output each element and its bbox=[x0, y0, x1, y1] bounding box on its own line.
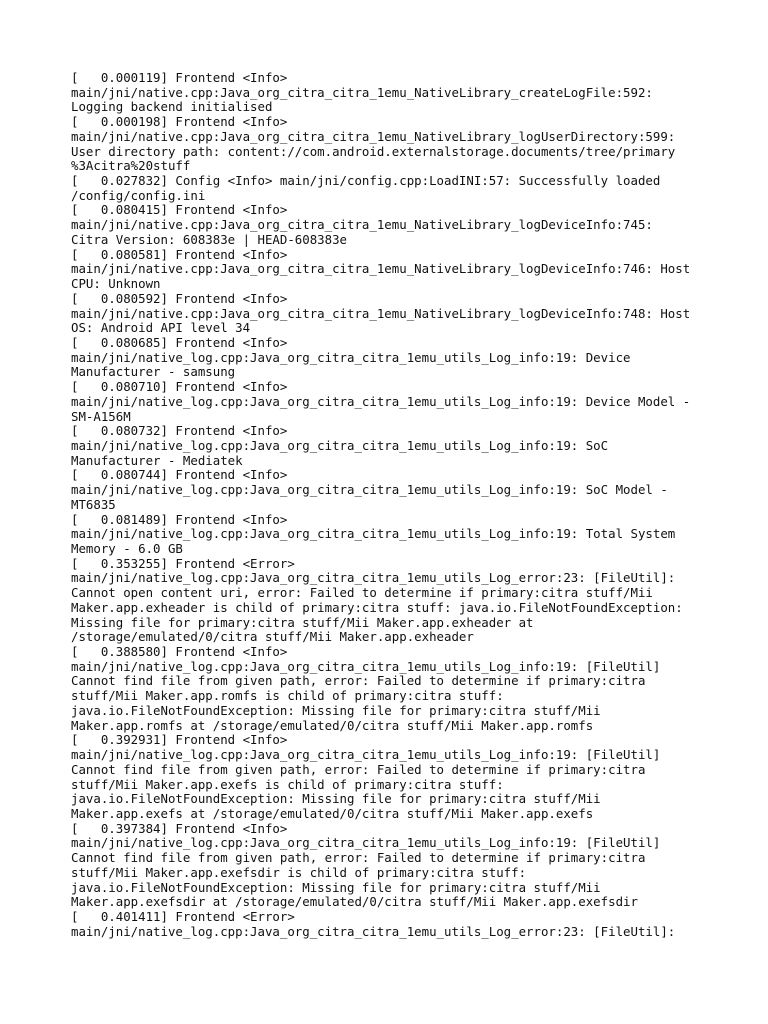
log-line: [ 0.401411] Frontend <Error> bbox=[71, 908, 295, 924]
log-line: stuff/Mii Maker.app.exefs is child of primary:citra stuff: bbox=[71, 776, 504, 792]
log-line: main/jni/native_log.cpp:Java_org_citra_citra_1emu_utils_Log_info:19: Total System bbox=[71, 526, 676, 542]
log-line: Cannot find file from given path, error: Failed to determine if primary:citra bbox=[71, 673, 646, 689]
document-page bbox=[71, 71, 711, 961]
log-line: main/jni/native.cpp:Java_org_citra_citra_1emu_NativeLibrary_logDeviceInfo:746: Host bbox=[71, 261, 691, 277]
log-line: /config/config.ini bbox=[71, 187, 206, 203]
log-line: main/jni/native_log.cpp:Java_org_citra_citra_1emu_utils_Log_info:19: Device Model - bbox=[71, 393, 691, 409]
log-line: [ 0.080685] Frontend <Info> bbox=[71, 334, 288, 350]
log-line: OS: Android API level 34 bbox=[71, 320, 251, 336]
log-line: main/jni/native.cpp:Java_org_citra_citra_1emu_NativeLibrary_logDeviceInfo:745: bbox=[71, 217, 653, 233]
log-line: MT6835 bbox=[71, 496, 116, 512]
log-line: Maker.app.exefs at /storage/emulated/0/citra stuff/Mii Maker.app.exefs bbox=[71, 805, 594, 821]
log-line: [ 0.353255] Frontend <Error> bbox=[71, 555, 295, 571]
log-line: java.io.FileNotFoundException: Missing file for primary:citra stuff/Mii bbox=[71, 791, 601, 807]
log-line: main/jni/native_log.cpp:Java_org_citra_citra_1emu_utils_Log_info:19: SoC Model - bbox=[71, 482, 668, 498]
log-line: main/jni/native_log.cpp:Java_org_citra_citra_1emu_utils_Log_info:19: SoC bbox=[71, 437, 609, 453]
log-line: [ 0.080592] Frontend <Info> bbox=[71, 290, 288, 306]
log-line: stuff/Mii Maker.app.exefsdir is child of primary:citra stuff: bbox=[71, 864, 527, 880]
log-line: main/jni/native_log.cpp:Java_org_citra_citra_1emu_utils_Log_info:19: [FileUtil] bbox=[71, 658, 661, 674]
log-line: [ 0.081489] Frontend <Info> bbox=[71, 511, 288, 527]
log-line: main/jni/native_log.cpp:Java_org_citra_citra_1emu_utils_Log_error:23: [FileUtil]: bbox=[71, 570, 676, 586]
log-line: main/jni/native.cpp:Java_org_citra_citra_1emu_NativeLibrary_createLogFile:592: bbox=[71, 84, 653, 100]
log-line: main/jni/native_log.cpp:Java_org_citra_citra_1emu_utils_Log_error:23: [FileUtil]: bbox=[71, 923, 676, 939]
log-line: [ 0.392931] Frontend <Info> bbox=[71, 732, 288, 748]
log-line: main/jni/native_log.cpp:Java_org_citra_citra_1emu_utils_Log_info:19: Device bbox=[71, 349, 631, 365]
log-line: stuff/Mii Maker.app.romfs is child of primary:citra stuff: bbox=[71, 688, 504, 704]
log-line: main/jni/native_log.cpp:Java_org_citra_citra_1emu_utils_Log_info:19: [FileUtil] bbox=[71, 835, 661, 851]
log-line: Cannot find file from given path, error: Failed to determine if primary:citra bbox=[71, 850, 646, 866]
log-line: Maker.app.romfs at /storage/emulated/0/citra stuff/Mii Maker.app.romfs bbox=[71, 717, 594, 733]
log-line: User directory path: content://com.android.externalstorage.documents/tree/primary bbox=[71, 143, 676, 159]
log-line: [ 0.080415] Frontend <Info> bbox=[71, 202, 288, 218]
log-line: [ 0.080710] Frontend <Info> bbox=[71, 379, 288, 395]
log-line: [ 0.397384] Frontend <Info> bbox=[71, 820, 288, 836]
log-line: main/jni/native.cpp:Java_org_citra_citra_1emu_NativeLibrary_logUserDirectory:599: bbox=[71, 128, 676, 144]
log-line: Memory - 6.0 GB bbox=[71, 541, 183, 556]
log-line: %3Acitra%20stuff bbox=[71, 158, 191, 174]
log-line: Maker.app.exefsdir at /storage/emulated/0/citra stuff/Mii Maker.app.exefsdir bbox=[71, 894, 638, 910]
log-line: Cannot find file from given path, error: Failed to determine if primary:citra bbox=[71, 761, 646, 777]
log-line: main/jni/native.cpp:Java_org_citra_citra_1emu_NativeLibrary_logDeviceInfo:748: Host bbox=[71, 305, 691, 321]
log-line: [ 0.080581] Frontend <Info> bbox=[71, 246, 288, 262]
log-line: [ 0.388580] Frontend <Info> bbox=[71, 644, 288, 660]
log-line: [ 0.080744] Frontend <Info> bbox=[71, 467, 288, 483]
log-line: Manufacturer - Mediatek bbox=[71, 452, 243, 468]
log-line: Citra Version: 608383e | HEAD-608383e bbox=[71, 231, 348, 247]
log-line: SM-A156M bbox=[71, 408, 131, 424]
log-line: Maker.app.exheader is child of primary:citra stuff: java.io.FileNotFoundException: bbox=[71, 599, 683, 615]
log-line: Cannot open content uri, error: Failed to determine if primary:citra stuff/Mii bbox=[71, 585, 653, 601]
log-line: Logging backend initialised bbox=[71, 99, 273, 115]
log-line: java.io.FileNotFoundException: Missing file for primary:citra stuff/Mii bbox=[71, 879, 601, 895]
log-line: [ 0.000119] Frontend <Info> bbox=[71, 71, 288, 85]
log-line: /storage/emulated/0/citra stuff/Mii Maker.app.exheader bbox=[71, 629, 474, 645]
log-text bbox=[71, 71, 711, 939]
log-line: Missing file for primary:citra stuff/Mii Maker.app.exheader at bbox=[71, 614, 534, 630]
log-line: [ 0.027832] Config <Info> main/jni/config.cpp:LoadINI:57: Successfully loaded bbox=[71, 173, 661, 189]
log-line: CPU: Unknown bbox=[71, 276, 161, 292]
log-line: java.io.FileNotFoundException: Missing file for primary:citra stuff/Mii bbox=[71, 702, 601, 718]
log-line: main/jni/native_log.cpp:Java_org_citra_citra_1emu_utils_Log_info:19: [FileUtil] bbox=[71, 747, 661, 763]
log-line: [ 0.000198] Frontend <Info> bbox=[71, 114, 288, 130]
log-line: [ 0.080732] Frontend <Info> bbox=[71, 423, 288, 439]
log-line: Manufacturer - samsung bbox=[71, 364, 236, 380]
